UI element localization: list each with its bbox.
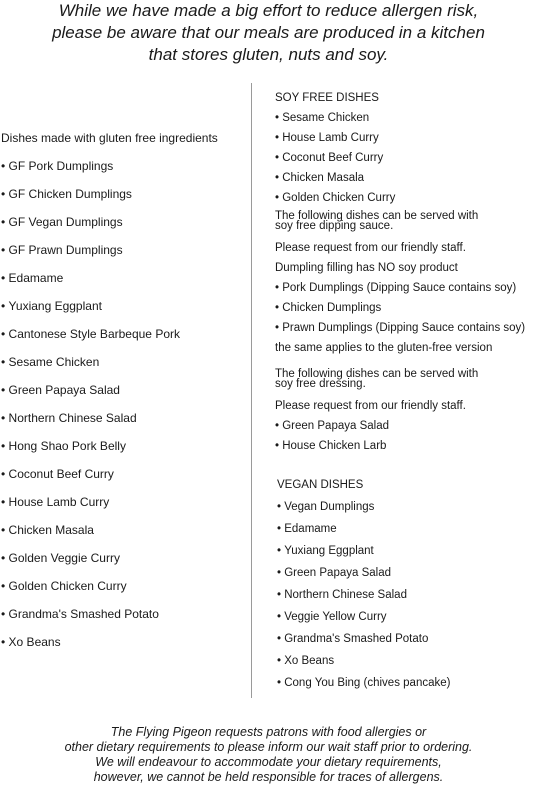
footer-line: however, we cannot be held responsible for traces of allergens. xyxy=(93,770,444,784)
soy-free-item: • Chicken Masala xyxy=(275,171,537,191)
gf-item: • Edamame xyxy=(1,271,246,299)
dressing-item: • House Chicken Larb xyxy=(275,439,537,459)
vegan-item: • Vegan Dumplings xyxy=(277,500,537,522)
gf-item: • Grandma's Smashed Potato xyxy=(1,607,246,635)
allergen-footer-note xyxy=(0,725,537,785)
gf-item: • Xo Beans xyxy=(1,635,246,663)
dressing-item: • Green Papaya Salad xyxy=(275,419,537,439)
dressing-note xyxy=(275,369,537,399)
dipping-note-line: soy free dipping sauce. xyxy=(275,220,394,232)
gluten-free-heading: Dishes made with gluten free ingredients xyxy=(1,131,218,145)
header-line: please be aware that our meals are produced in a kitchen xyxy=(52,23,485,42)
gf-item: • Coconut Beef Curry xyxy=(1,467,246,495)
vegan-item: • Northern Chinese Salad xyxy=(277,588,537,610)
gf-item: • GF Chicken Dumplings xyxy=(1,187,246,215)
soy-free-item: • Golden Chicken Curry xyxy=(275,191,537,211)
soy-free-item: • Sesame Chicken xyxy=(275,111,537,131)
gf-item: • Yuxiang Eggplant xyxy=(1,299,246,327)
gf-item: • GF Vegan Dumplings xyxy=(1,215,246,243)
header-line: that stores gluten, nuts and soy. xyxy=(148,45,389,64)
vegan-item: • Xo Beans xyxy=(277,654,537,676)
vegan-item: • Green Papaya Salad xyxy=(277,566,537,588)
dressing-note-line: soy free dressing. xyxy=(275,378,366,390)
soy-free-heading: SOY FREE DISHES xyxy=(275,92,379,104)
gf-item: • Golden Veggie Curry xyxy=(1,551,246,579)
gf-item: • Sesame Chicken xyxy=(1,355,246,383)
gf-item: • Green Papaya Salad xyxy=(1,383,246,411)
gluten-free-version-note: the same applies to the gluten-free version xyxy=(275,342,493,354)
gf-item: • Chicken Masala xyxy=(1,523,246,551)
allergen-warning-header xyxy=(0,0,537,66)
gf-item: • GF Prawn Dumplings xyxy=(1,243,246,271)
vegan-item: • Veggie Yellow Curry xyxy=(277,610,537,632)
footer-line: other dietary requirements to please inform our wait staff prior to ordering. xyxy=(64,740,473,754)
gf-item: • Cantonese Style Barbeque Pork xyxy=(1,327,246,355)
gf-item: • Hong Shao Pork Belly xyxy=(1,439,246,467)
gf-item: • Golden Chicken Curry xyxy=(1,579,246,607)
request-note: Please request from our friendly staff. xyxy=(275,242,466,254)
vegan-heading: VEGAN DISHES xyxy=(277,479,364,491)
dumpling-item: • Prawn Dumplings (Dipping Sauce contains soy) xyxy=(275,321,537,341)
header-line: While we have made a big effort to reduce allergen risk, xyxy=(58,1,479,20)
footer-line: The Flying Pigeon requests patrons with food allergies or xyxy=(110,725,427,739)
soy-free-item: • House Lamb Curry xyxy=(275,131,537,151)
vegan-section xyxy=(277,478,537,698)
dumpling-item: • Chicken Dumplings xyxy=(275,301,537,321)
gf-item: • House Lamb Curry xyxy=(1,495,246,523)
dipping-sauce-note xyxy=(275,211,537,241)
dressing-note-line: The following dishes can be served with xyxy=(275,368,479,380)
vegan-item: • Cong You Bing (chives pancake) xyxy=(277,676,537,698)
soy-free-section xyxy=(275,91,537,459)
gf-item: • GF Pork Dumplings xyxy=(1,159,246,187)
gluten-free-section xyxy=(1,131,246,663)
request-note: Please request from our friendly staff. xyxy=(275,400,466,412)
dipping-note-line: The following dishes can be served with xyxy=(275,210,479,222)
soy-free-item: • Coconut Beef Curry xyxy=(275,151,537,171)
gf-item: • Northern Chinese Salad xyxy=(1,411,246,439)
dumpling-item: • Pork Dumplings (Dipping Sauce contains soy) xyxy=(275,281,537,301)
column-divider xyxy=(251,83,252,698)
vegan-item: • Edamame xyxy=(277,522,537,544)
vegan-item: • Grandma's Smashed Potato xyxy=(277,632,537,654)
filling-note: Dumpling filling has NO soy product xyxy=(275,262,458,274)
vegan-item: • Yuxiang Eggplant xyxy=(277,544,537,566)
footer-line: We will endeavour to accommodate your dietary requirements, xyxy=(95,755,442,769)
